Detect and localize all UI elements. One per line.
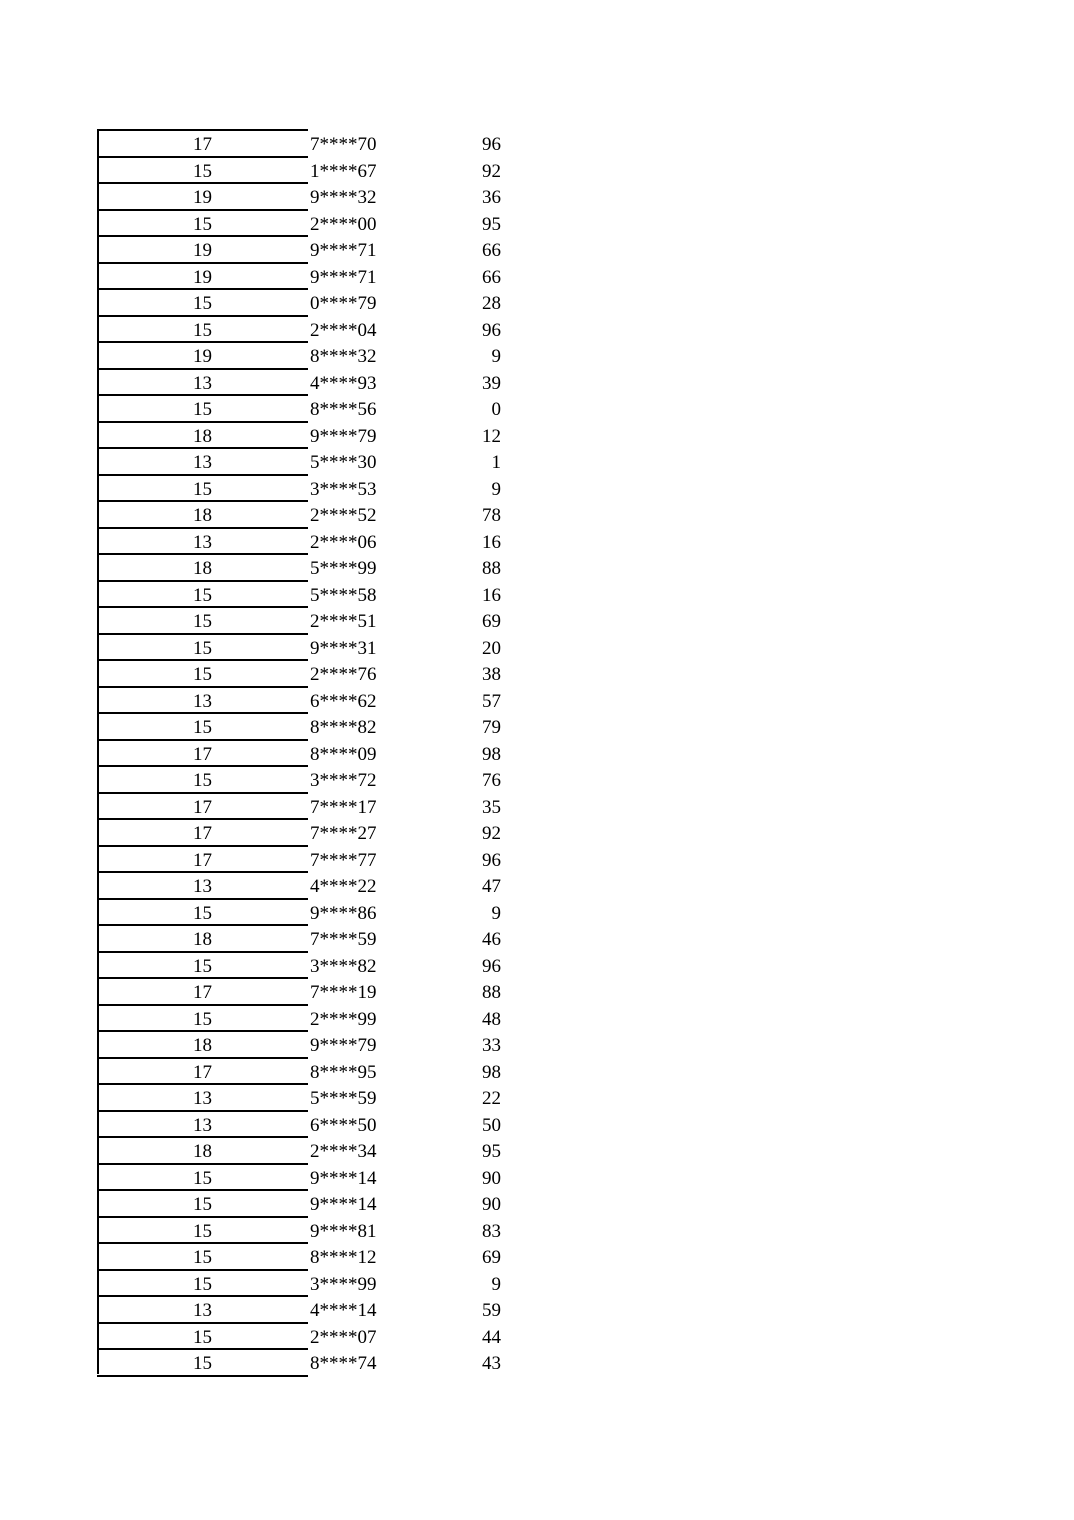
cell-col-a: 17 (193, 982, 212, 1003)
cell-col-b: 5****58 (310, 584, 377, 606)
cell-col-b: 7****59 (310, 929, 377, 950)
cell-col-c: 22 (482, 1088, 501, 1109)
cell-col-c: 9 (491, 1273, 501, 1295)
cell-col-a: 19 (193, 187, 212, 208)
cell-col-c: 46 (482, 929, 501, 950)
cell-col-a: 19 (193, 346, 212, 367)
cell-col-b: 2****34 (310, 1141, 377, 1162)
cell-col-b: 4****22 (310, 876, 377, 897)
cell-col-b: 9****14 (310, 1167, 377, 1189)
cell-col-a: 15 (193, 664, 212, 685)
cell-col-a: 15 (193, 1220, 212, 1242)
table-row (97, 529, 517, 556)
table-row (97, 1138, 517, 1165)
cell-col-b: 9****14 (310, 1194, 377, 1215)
table-row (97, 264, 517, 291)
table-row (97, 1059, 517, 1086)
cell-col-a: 15 (193, 584, 212, 606)
table-row (97, 317, 517, 344)
cell-col-a: 13 (193, 452, 212, 473)
cell-col-c: 92 (482, 160, 501, 182)
table-row (97, 1218, 517, 1245)
cell-col-b: 0****79 (310, 293, 377, 314)
cell-col-c: 12 (482, 425, 501, 447)
cell-col-c: 33 (482, 1035, 501, 1056)
cell-col-a: 18 (193, 558, 212, 579)
cell-col-c: 28 (482, 293, 501, 314)
cell-col-c: 90 (482, 1167, 501, 1189)
cell-col-a: 15 (193, 1353, 212, 1374)
table-row (97, 1297, 517, 1324)
cell-col-b: 4****93 (310, 372, 377, 394)
cell-col-c: 16 (482, 584, 501, 606)
cell-col-b: 2****52 (310, 505, 377, 526)
table-row (97, 370, 517, 397)
cell-col-b: 9****71 (310, 266, 377, 288)
cell-col-b: 2****06 (310, 531, 377, 553)
cell-col-b: 2****51 (310, 611, 377, 632)
table-row (97, 979, 517, 1006)
cell-col-b: 7****77 (310, 849, 377, 871)
table-row (97, 741, 517, 768)
cell-col-c: 90 (482, 1194, 501, 1215)
cell-col-b: 7****17 (310, 796, 377, 818)
cell-col-b: 9****81 (310, 1220, 377, 1242)
cell-col-a: 15 (193, 293, 212, 314)
cell-col-a: 15 (193, 1326, 212, 1348)
cell-col-b: 6****50 (310, 1114, 377, 1136)
cell-col-b: 2****00 (310, 213, 377, 235)
cell-col-a: 13 (193, 531, 212, 553)
cell-col-a: 13 (193, 372, 212, 394)
cell-col-b: 2****04 (310, 319, 377, 341)
cell-col-c: 96 (482, 849, 501, 871)
cell-col-a: 15 (193, 770, 212, 791)
cell-col-b: 8****74 (310, 1353, 377, 1374)
cell-col-a: 15 (193, 478, 212, 500)
cell-col-b: 8****12 (310, 1247, 377, 1268)
cell-col-b: 3****82 (310, 955, 377, 977)
cell-col-c: 88 (482, 982, 501, 1003)
cell-col-a: 13 (193, 876, 212, 897)
cell-col-c: 88 (482, 558, 501, 579)
cell-col-a: 15 (193, 1194, 212, 1215)
table-row (97, 1006, 517, 1033)
cell-col-a: 15 (193, 637, 212, 659)
table-row (97, 211, 517, 238)
cell-col-b: 5****99 (310, 558, 377, 579)
cell-col-a: 15 (193, 611, 212, 632)
cell-col-c: 69 (482, 1247, 501, 1268)
cell-col-a: 13 (193, 1300, 212, 1321)
cell-col-b: 8****95 (310, 1061, 377, 1083)
cell-col-c: 9 (491, 346, 501, 367)
cell-col-b: 9****31 (310, 637, 377, 659)
cell-col-c: 48 (482, 1008, 501, 1030)
cell-col-a: 15 (193, 1008, 212, 1030)
cell-col-a: 18 (193, 505, 212, 526)
table-row (97, 661, 517, 688)
table-row (97, 131, 517, 158)
cell-col-b: 9****86 (310, 902, 377, 924)
cell-col-c: 0 (491, 399, 501, 420)
table-row (97, 343, 517, 370)
cell-col-c: 96 (482, 955, 501, 977)
table-row (97, 873, 517, 900)
table-row (97, 767, 517, 794)
table-row (97, 502, 517, 529)
cell-col-c: 69 (482, 611, 501, 632)
table-row (97, 1324, 517, 1351)
cell-col-b: 4****14 (310, 1300, 377, 1321)
cell-col-c: 9 (491, 478, 501, 500)
cell-col-a: 13 (193, 1088, 212, 1109)
cell-col-a: 13 (193, 1114, 212, 1136)
cell-col-c: 95 (482, 1141, 501, 1162)
table-row (97, 237, 517, 264)
table-row (97, 1112, 517, 1139)
table-body (97, 131, 517, 1377)
cell-col-b: 8****56 (310, 399, 377, 420)
cell-col-c: 35 (482, 796, 501, 818)
cell-col-b: 9****71 (310, 240, 377, 261)
cell-col-a: 15 (193, 160, 212, 182)
table-row (97, 926, 517, 953)
cell-col-a: 17 (193, 823, 212, 844)
table-row (97, 608, 517, 635)
cell-col-a: 15 (193, 1273, 212, 1295)
cell-col-b: 2****07 (310, 1326, 377, 1348)
cell-col-b: 8****32 (310, 346, 377, 367)
cell-col-c: 1 (491, 452, 501, 473)
cell-col-c: 57 (482, 690, 501, 712)
cell-col-c: 47 (482, 876, 501, 897)
table-row (97, 423, 517, 450)
cell-col-c: 50 (482, 1114, 501, 1136)
cell-col-a: 17 (193, 849, 212, 871)
cell-col-b: 6****62 (310, 690, 377, 712)
cell-col-c: 83 (482, 1220, 501, 1242)
cell-col-a: 19 (193, 240, 212, 261)
cell-col-c: 9 (491, 902, 501, 924)
cell-col-a: 17 (193, 796, 212, 818)
table-row (97, 555, 517, 582)
cell-col-c: 96 (482, 319, 501, 341)
cell-col-b: 7****27 (310, 823, 377, 844)
cell-col-b: 3****53 (310, 478, 377, 500)
table-row (97, 900, 517, 927)
cell-col-a: 15 (193, 1247, 212, 1268)
cell-col-a: 13 (193, 690, 212, 712)
cell-col-c: 66 (482, 240, 501, 261)
table-row (97, 582, 517, 609)
cell-col-a: 17 (193, 1061, 212, 1083)
cell-col-a: 18 (193, 1035, 212, 1056)
cell-col-a: 15 (193, 319, 212, 341)
table-row (97, 449, 517, 476)
cell-col-a: 15 (193, 399, 212, 420)
cell-col-a: 17 (193, 743, 212, 765)
cell-col-a: 18 (193, 1141, 212, 1162)
cell-col-b: 8****82 (310, 717, 377, 738)
table-row (97, 290, 517, 317)
cell-col-c: 36 (482, 187, 501, 208)
cell-col-c: 78 (482, 505, 501, 526)
table-row (97, 953, 517, 980)
table-row (97, 476, 517, 503)
cell-col-b: 9****79 (310, 425, 377, 447)
table-row (97, 1165, 517, 1192)
cell-col-c: 79 (482, 717, 501, 738)
table-row (97, 1032, 517, 1059)
cell-col-a: 15 (193, 213, 212, 235)
table-row (97, 1350, 517, 1377)
table-row (97, 158, 517, 185)
table-row (97, 396, 517, 423)
cell-col-c: 44 (482, 1326, 501, 1348)
cell-col-c: 38 (482, 664, 501, 685)
cell-col-c: 20 (482, 637, 501, 659)
cell-col-b: 9****32 (310, 187, 377, 208)
cell-col-a: 15 (193, 1167, 212, 1189)
cell-col-b: 5****59 (310, 1088, 377, 1109)
cell-col-a: 15 (193, 902, 212, 924)
table-row (97, 1244, 517, 1271)
cell-col-b: 8****09 (310, 743, 377, 765)
table-row (97, 1271, 517, 1298)
table-row (97, 820, 517, 847)
cell-col-b: 9****79 (310, 1035, 377, 1056)
cell-col-c: 16 (482, 531, 501, 553)
cell-col-c: 96 (482, 134, 501, 155)
cell-col-c: 95 (482, 213, 501, 235)
cell-col-b: 3****72 (310, 770, 377, 791)
cell-col-b: 2****76 (310, 664, 377, 685)
cell-col-c: 59 (482, 1300, 501, 1321)
cell-col-c: 98 (482, 1061, 501, 1083)
table-row (97, 847, 517, 874)
cell-col-a: 17 (193, 134, 212, 155)
table-row (97, 794, 517, 821)
cell-col-a: 19 (193, 266, 212, 288)
cell-col-a: 18 (193, 929, 212, 950)
cell-col-b: 7****70 (310, 134, 377, 155)
cell-col-b: 2****99 (310, 1008, 377, 1030)
cell-col-b: 3****99 (310, 1273, 377, 1295)
cell-col-c: 66 (482, 266, 501, 288)
table-row (97, 1085, 517, 1112)
cell-col-a: 15 (193, 955, 212, 977)
table-row (97, 1191, 517, 1218)
cell-col-c: 43 (482, 1353, 501, 1374)
cell-col-c: 76 (482, 770, 501, 791)
cell-col-a: 15 (193, 717, 212, 738)
cell-col-c: 98 (482, 743, 501, 765)
cell-col-b: 5****30 (310, 452, 377, 473)
row-bottom-border (97, 1375, 308, 1377)
table-row (97, 635, 517, 662)
cell-col-b: 7****19 (310, 982, 377, 1003)
cell-col-c: 39 (482, 372, 501, 394)
table-row (97, 714, 517, 741)
table-row (97, 688, 517, 715)
cell-col-a: 18 (193, 425, 212, 447)
table-row (97, 184, 517, 211)
cell-col-b: 1****67 (310, 160, 377, 182)
cell-col-c: 92 (482, 823, 501, 844)
